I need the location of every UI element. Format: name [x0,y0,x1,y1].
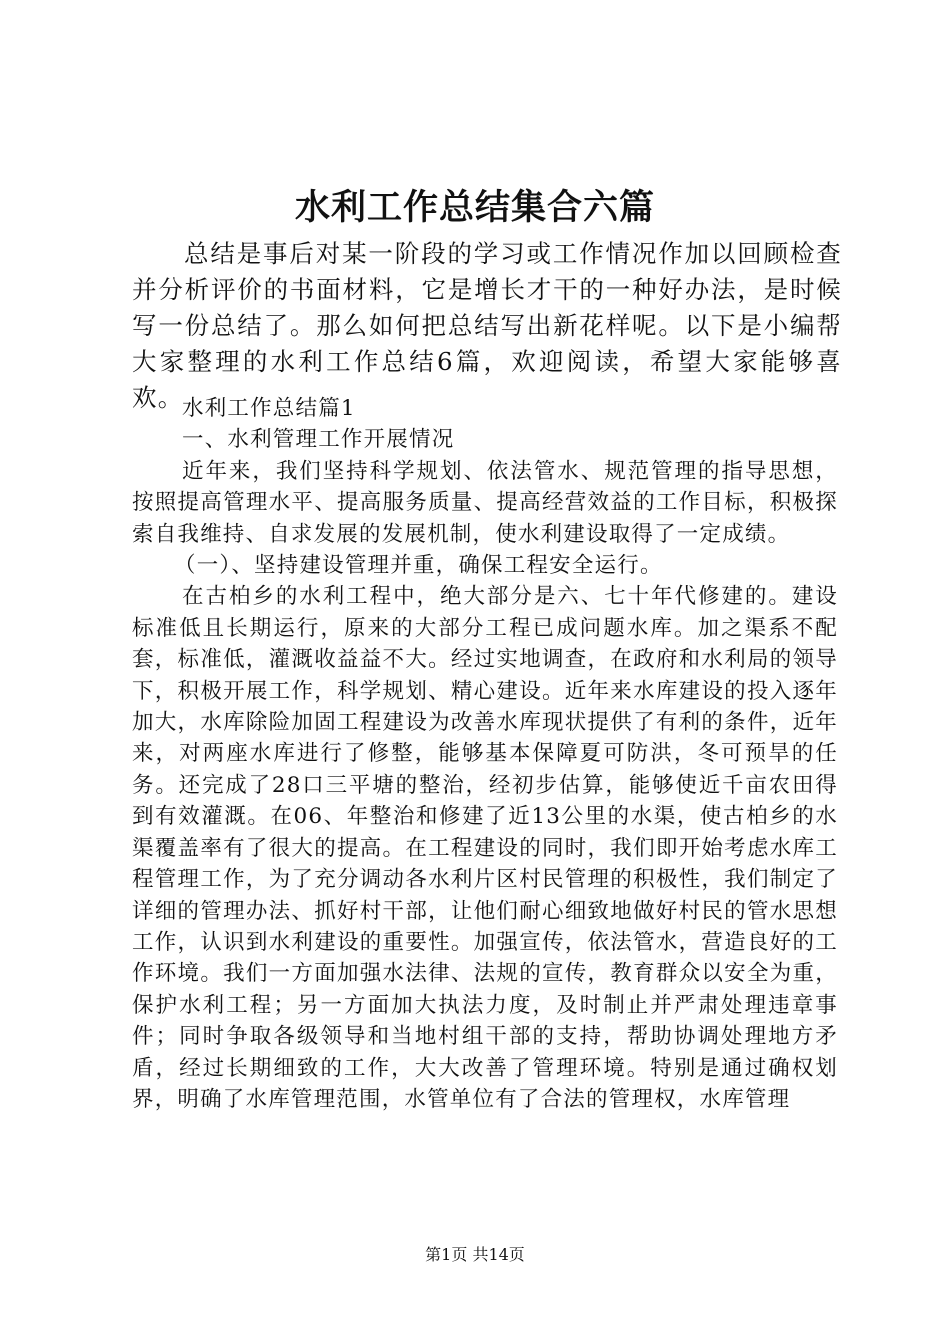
paragraph-1: 近年来，我们坚持科学规划、依法管水、规范管理的指导思想，按照提高管理水平、提高服务质量、提高经营效益的工作目标，积极探索自我维持、自求发展的发展机制，使水利建设取得了一定成绩。 [132,458,838,547]
section-heading: 水利工作总结篇1 [182,396,356,421]
intro-paragraph: 总结是事后对某一阶段的学习或工作情况作加以回顾检查并分析评价的书面材料，它是增长才干的一种好办法，是时候写一份总结了。那么如何把总结写出新花样呢。以下是小编帮大家整理的水利工作总结6篇，欢迎阅读，希望大家能够喜欢。 [132,239,842,412]
page-footer: 第1页 共14页 [425,1245,525,1264]
paragraph-2: 在古柏乡的水利工程中，绝大部分是六、七十年代修建的。建设标准低且长期运行，原来的大部分工程已成问题水库。加之渠系不配套，标准低，灌溉收益益不大。经过实地调查，在政府和水利局的领导下，积极开展工作，科学规划、精心建设。近年来水库建设的投入逐年加大，水库除险加固工程建设为改善水库现状提供了有利的条件，近年来，对两座水库进行了修整，能够基本保障夏可防洪，冬可预旱的任务。还完成了28口三平塘的整治，经初步估算，能够使近千亩农田得到有效灌溉。在06、年整治和修建了近13公里的水渠，使古柏乡的水渠覆盖率有了很大的提高。在工程建设的同时，我们即开始考虑水库工程管理工作，为了充分调动各水利片区村民管理的积极性，我们制定了详细的管理办法、抓好村干部，让他们耐心细致地做好村民的管水思想工作，认识到水利建设的重要性。加强宣传，依法管水，营造良好的工作环境。我们一方面加强水法律、法规的宣传，教育群众以安全为重，保护水利工程；另一方面加大执法力度，及时制止并严肃处理违章事件；同时争取各级领导和当地村组干部的支持，帮助协调处理地方矛盾，经过长期细致的工作，大大改善了管理环境。特别是通过确权划界，明确了水库管理范围，水管单位有了合法的管理权，水库管理 [132,584,838,1112]
document-title: 水利工作总结集合六篇 [294,187,655,228]
subheading-2: （一）、坚持建设管理并重，确保工程安全运行。 [174,553,663,579]
subheading: 一、水利管理工作开展情况 [182,427,455,453]
document-body [132,393,838,1115]
